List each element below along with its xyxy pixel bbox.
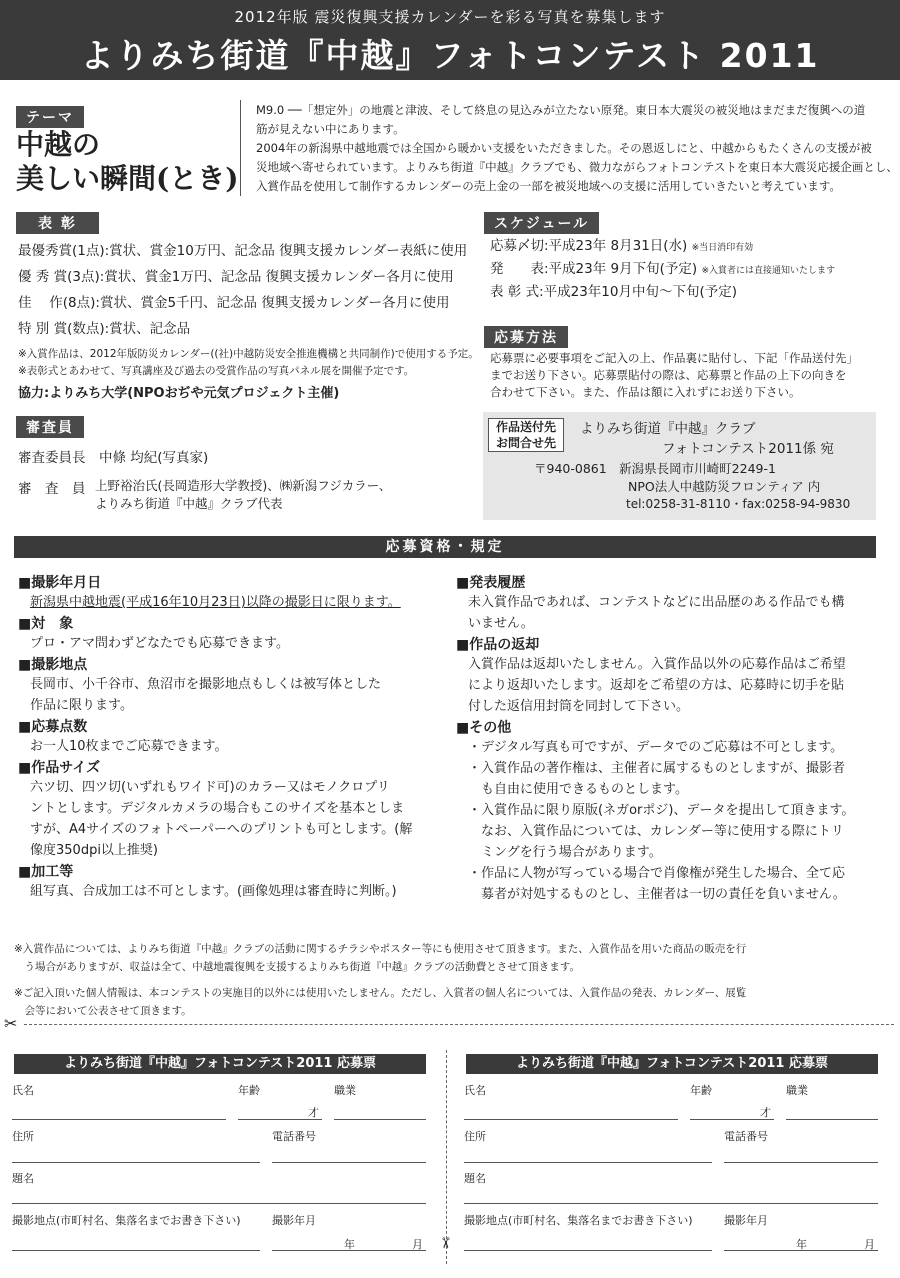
- form-job-label: 職業: [334, 1084, 356, 1097]
- address-badge-line: お問合せ先: [495, 436, 556, 450]
- form-year-unit: 年: [796, 1238, 807, 1251]
- form-work-title-field[interactable]: [464, 1203, 878, 1204]
- form-title-label: 題名: [12, 1172, 34, 1185]
- form-work-title-field[interactable]: [12, 1203, 426, 1204]
- rule-head: ■作品の返却: [456, 637, 540, 653]
- awards-label: 表 彰: [16, 212, 99, 234]
- schedule-list: [490, 236, 835, 303]
- judge-member-line: よりみち街道『中越』クラブ代表: [95, 496, 283, 511]
- rule-line: 組写真、合成加工は不可とします。(画像処理は審査時に判断。): [30, 884, 397, 899]
- rule-line: 作品に限ります。: [30, 698, 133, 713]
- awards-notes: [18, 346, 479, 380]
- rule-line: ミングを行う場合があります。: [468, 845, 662, 860]
- rule-line: により返却いたします。返却をご希望の方は、応募時に切手を貼: [468, 678, 844, 693]
- method-line: 合わせて下さい。また、作品は額に入れずにお送り下さい。: [490, 385, 801, 399]
- rule-line: すが、A4サイズのフォトペーパーへのプリントも可とします。(解: [30, 822, 413, 837]
- footnote-line: 会等において公表させて頂きます。: [14, 1005, 192, 1017]
- rule-line: いません。: [468, 616, 534, 631]
- rule-line: 付した返信用封筒を同封して下さい。: [468, 699, 690, 714]
- rule-head: ■加工等: [18, 864, 74, 880]
- rules-right: [456, 572, 886, 905]
- intro-line: 災地域へ寄せられています。よりみち街道『中越』クラブでも、微力ながらフォトコンテストを東日本大震災応援企画とし、: [256, 160, 898, 174]
- award-note: ※入賞作品は、2012年版防災カレンダー((社)中越防災安全推進機構と共同制作)で使用する予定。: [18, 348, 479, 360]
- award-item: 最優秀賞(1点):賞状、賞金10万円、記念品 復興支援カレンダー表紙に使用: [18, 243, 468, 259]
- cooperation: 協力:よりみち大学(NPOおぢや元気プロジェクト主催): [18, 386, 340, 401]
- header-band: [0, 0, 900, 80]
- footnote-line: ※入賞作品については、よりみち街道『中越』クラブの活動に関するチラシやポスター等にも使用させて頂きます。また、入賞作品を用いた商品の販売を行: [14, 943, 747, 955]
- intro-line: M9.0 ──「想定外」の地震と津波、そして終息の見込みが立たない原発。東日本大震災の被災地はまだまだ復興への道: [256, 103, 866, 117]
- form-age-unit: 才: [760, 1106, 771, 1119]
- method-line: 応募票に必要事項をご記入の上、作品裏に貼付し、下記「作品送付先」: [490, 351, 858, 365]
- form-phone-label: 電話番号: [724, 1130, 768, 1143]
- rule-line: ・作品に人物が写っている場合で肖像権が発生した場合、全て応: [468, 866, 846, 881]
- form-age-label: 年齢: [690, 1084, 712, 1097]
- scissors-icon: ✂: [436, 1236, 455, 1250]
- rule-head: ■対 象: [18, 616, 74, 632]
- form-address-label: 住所: [12, 1130, 34, 1143]
- judges-label: 審査員: [16, 416, 84, 438]
- theme-title: [16, 128, 239, 196]
- form-year-unit: 年: [344, 1238, 355, 1251]
- address-street: 〒940-0861 新潟県長岡市川崎町2249-1: [534, 461, 776, 476]
- cut-line: [24, 1024, 894, 1025]
- form-phone-label: 電話番号: [272, 1130, 316, 1143]
- theme-divider: [240, 100, 241, 196]
- form-age-label: 年齢: [238, 1084, 260, 1097]
- form-name-field[interactable]: [464, 1119, 678, 1120]
- header-subtitle: 2012年版 震災復興支援カレンダーを彩る写真を募集します: [234, 8, 666, 26]
- award-item: 特 別 賞(数点):賞状、記念品: [18, 321, 191, 337]
- scissors-icon: ✂: [4, 1014, 18, 1033]
- rule-line: ・入賞作品に限り原版(ネガorポジ)、データを提出して頂きます。: [468, 803, 855, 818]
- judge-members: [95, 477, 391, 513]
- schedule-text: 発 表:平成23年 9月下旬(予定): [490, 261, 698, 277]
- rule-head: ■撮影年月日: [18, 575, 102, 591]
- footnote-line: ※ご記入頂いた個人情報は、本コンテストの実施目的以外には使用いたしません。ただし、入賞者の個人名については、入賞作品の発表、カレンダー、展覧: [14, 987, 747, 999]
- rule-line: ・入賞作品の著作権は、主催者に属するものとしますが、撮影者: [468, 761, 846, 776]
- rule-line: 募者が対処するものとし、主催者は一切の責任を負いません。: [468, 887, 846, 902]
- schedule-label: スケジュール: [484, 212, 599, 234]
- intro-line: 2004年の新潟県中越地震では全国から暖かい支援をいただきました。その恩返しにと、中越からもたくさんの支援が被: [256, 141, 872, 155]
- form-address-label: 住所: [464, 1130, 486, 1143]
- method-line: までお送り下さい。応募票貼付の際は、応募票と作品の上下の向きを: [490, 368, 847, 382]
- address-badge-line: 作品送付先: [495, 420, 556, 434]
- form-month-unit: 月: [864, 1238, 875, 1251]
- rule-line: 像度350dpi以上推奨): [30, 843, 159, 858]
- method-label: 応募方法: [484, 326, 568, 348]
- judge-members-title: 審 査 員: [18, 481, 86, 497]
- form-name-field[interactable]: [12, 1119, 226, 1120]
- judge-chair: 審査委員長 中條 均紀(写真家): [18, 450, 209, 466]
- rule-head: ■発表履歴: [456, 575, 526, 591]
- awards-list: [18, 238, 467, 342]
- form-title: よりみち街道『中越』フォトコンテスト2011 応募票: [466, 1054, 878, 1074]
- rules-left: [18, 572, 448, 902]
- schedule-row: [490, 236, 835, 259]
- form-location-field[interactable]: [12, 1250, 260, 1251]
- form-job-field[interactable]: [786, 1119, 878, 1120]
- rule-line: ・デジタル写真も可ですが、データでのご応募は不可とします。: [468, 740, 844, 755]
- method-text: [490, 350, 858, 401]
- form-month-unit: 月: [412, 1238, 423, 1251]
- intro-line: 筋が見えない中にあります。: [256, 122, 405, 136]
- form-location-field[interactable]: [464, 1250, 712, 1251]
- award-item: 優 秀 賞(3点):賞状、賞金1万円、記念品 復興支援カレンダー各月に使用: [18, 269, 454, 285]
- theme-intro: [256, 101, 898, 196]
- rules-title: 応募資格・規定: [14, 536, 876, 558]
- address-org: よりみち街道『中越』クラブ: [580, 421, 756, 437]
- rule-line: 未入賞作品であれば、コンテストなどに出品歴のある作品でも構: [468, 595, 845, 610]
- rule-line: ントとします。デジタルカメラの場合もこのサイズを基本としま: [30, 801, 405, 816]
- schedule-text: 応募〆切:平成23年 8月31日(水): [490, 238, 688, 254]
- theme-title-line2: 美しい瞬間(とき): [16, 162, 239, 195]
- form-location-label: 撮影地点(市町村名、集落名までお書き下さい): [464, 1214, 693, 1227]
- header-title: よりみち街道『中越』フォトコンテスト 2011: [80, 36, 820, 75]
- rule-head: ■作品サイズ: [18, 760, 101, 776]
- form-date-label: 撮影年月: [724, 1214, 768, 1227]
- form-job-field[interactable]: [334, 1119, 426, 1120]
- form-age-unit: 才: [308, 1106, 319, 1119]
- rule-line: 六ツ切、四ツ切(いずれもワイド可)のカラー又はモノクロプリ: [30, 780, 390, 795]
- form-phone-field[interactable]: [724, 1162, 878, 1163]
- address-dept: フォトコンテスト2011係 宛: [662, 441, 834, 457]
- address-badge: [488, 418, 564, 452]
- form-title-label: 題名: [464, 1172, 486, 1185]
- rule-line: プロ・アマ問わずどなたでも応募できます。: [30, 636, 289, 651]
- form-date-label: 撮影年月: [272, 1214, 316, 1227]
- schedule-text: 表 彰 式:平成23年10月中旬〜下旬(予定): [490, 284, 738, 300]
- form-job-label: 職業: [786, 1084, 808, 1097]
- footnote-line: う場合がありますが、収益は全て、中越地震復興を支援するよりみち街道『中越』クラブの活動費とさせて頂きます。: [14, 961, 580, 973]
- award-note: ※表彰式とあわせて、写真講座及び過去の受賞作品の写真パネル展を開催予定です。: [18, 365, 415, 377]
- form-title: よりみち街道『中越』フォトコンテスト2011 応募票: [14, 1054, 426, 1074]
- rule-line: 長岡市、小千谷市、魚沼市を撮影地点もしくは被写体とした: [30, 677, 382, 692]
- address-tel-fax: tel:0258-31-8110・fax:0258-94-9830: [626, 497, 851, 511]
- schedule-note: ※当日消印有効: [691, 243, 754, 253]
- intro-line: 入賞作品を使用して制作するカレンダーの売上金の一部を被災地域への支援に活用していきたいと考えています。: [256, 179, 841, 193]
- theme-label: テーマ: [16, 106, 84, 128]
- form-address-field[interactable]: [12, 1162, 260, 1163]
- rule-line: も自由に使用できるものとします。: [468, 782, 688, 797]
- schedule-note: ※入賞者には直接通知いたします: [701, 266, 835, 276]
- rule-head: ■その他: [456, 720, 512, 736]
- footnotes: [14, 940, 746, 1020]
- form-location-label: 撮影地点(市町村名、集落名までお書き下さい): [12, 1214, 241, 1227]
- form-address-field[interactable]: [464, 1162, 712, 1163]
- address-npo: NPO法人中越防災フロンティア 内: [628, 479, 821, 494]
- rule-head: ■撮影地点: [18, 657, 88, 673]
- schedule-row: [490, 259, 835, 282]
- rule-line: 入賞作品は返却いたしません。入賞作品以外の応募作品はご希望: [468, 657, 846, 672]
- form-name-label: 氏名: [12, 1084, 34, 1097]
- rule-head: ■応募点数: [18, 719, 88, 735]
- judge-member-line: 上野裕治氏(長岡造形大学教授)、㈱新潟フジカラー、: [95, 478, 392, 493]
- award-item: 佳 作(8点):賞状、賞金5千円、記念品 復興支援カレンダー各月に使用: [18, 295, 450, 311]
- cut-line-vertical: [446, 1050, 447, 1264]
- theme-title-line1: 中越の: [16, 128, 101, 161]
- rule-line: なお、入賞作品については、カレンダー等に使用する際にトリ: [468, 824, 844, 839]
- rule-line: お一人10枚までご応募できます。: [30, 739, 228, 754]
- form-name-label: 氏名: [464, 1084, 486, 1097]
- rule-line: 新潟県中越地震(平成16年10月23日)以降の撮影日に限ります。: [30, 595, 401, 610]
- schedule-row: [490, 282, 835, 303]
- form-phone-field[interactable]: [272, 1162, 426, 1163]
